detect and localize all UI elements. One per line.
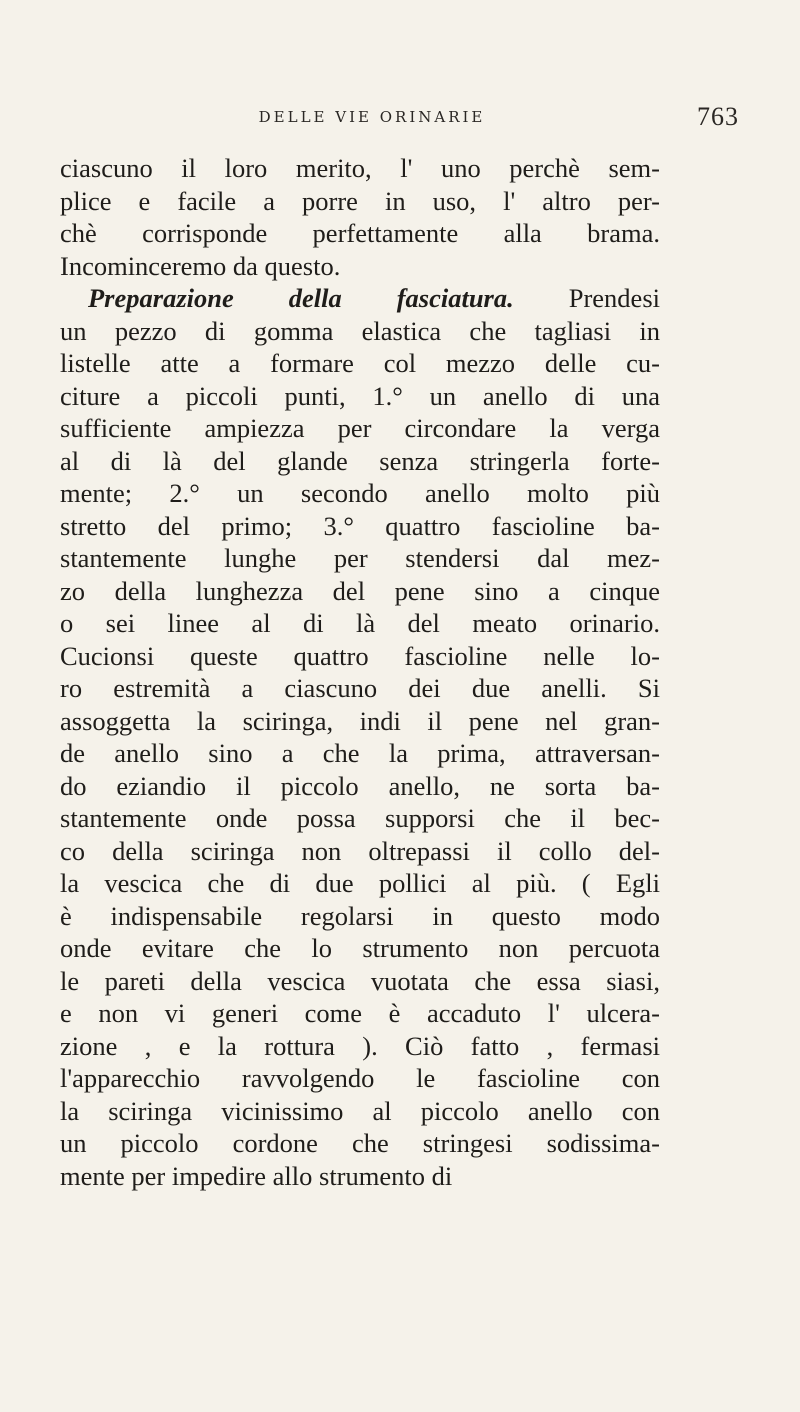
text-line bbox=[60, 282, 660, 315]
text-line: do eziandio il piccolo anello, ne sorta ba- bbox=[60, 770, 660, 801]
text-line: plice e facile a porre in uso, l' altro per- bbox=[60, 185, 660, 216]
text-line: citure a piccoli punti, 1.° un anello di una bbox=[60, 380, 660, 411]
running-title: DELLE VIE ORINARIE bbox=[258, 108, 486, 126]
page-number: 763 bbox=[697, 102, 739, 131]
body-text bbox=[60, 152, 660, 1192]
text-line: è indispensabile regolarsi in questo modo bbox=[60, 900, 660, 931]
text-line: l'apparecchio ravvolgendo le fascioline con bbox=[60, 1063, 660, 1093]
text-line: onde evitare che lo strumento non percuota bbox=[60, 933, 660, 963]
text-line: ciascuno il loro merito, l' uno perchè sem- bbox=[60, 153, 660, 183]
text-line: ro estremità a ciascuno dei due anelli. Si bbox=[60, 673, 660, 703]
text-line: assoggetta la sciringa, indi il pene nel gran- bbox=[60, 705, 660, 736]
text-line: co della sciringa non oltrepassi il collo del- bbox=[60, 835, 660, 866]
text-line: stantemente lunghe per stendersi dal mez- bbox=[60, 543, 660, 573]
text-line: mente; 2.° un secondo anello molto più bbox=[60, 478, 660, 508]
text-line: o sei linee al di là del meato orinario. bbox=[60, 608, 660, 638]
text-line: stretto del primo; 3.° quattro fascioline ba- bbox=[60, 510, 660, 541]
text-line: chè corrisponde perfettamente alla brama. bbox=[60, 218, 660, 248]
text-line: la vescica che di due pollici al più. ( Egli bbox=[60, 868, 660, 898]
text-line: zione , e la rottura ). Ciò fatto , fermasi bbox=[60, 1030, 660, 1061]
text-line: mente per impedire allo strumento di bbox=[60, 1160, 453, 1191]
text-line: listelle atte a formare col mezzo delle cu- bbox=[60, 348, 660, 378]
text-line: zo della lunghezza del pene sino a cinque bbox=[60, 575, 660, 606]
text-line: de anello sino a che la prima, attraversan- bbox=[60, 738, 660, 768]
text-line: la sciringa vicinissimo al piccolo anello con bbox=[60, 1095, 660, 1126]
section-heading: Preparazione della fasciatura. bbox=[88, 283, 514, 313]
text-line: Cucionsi queste quattro fascioline nelle lo- bbox=[60, 640, 660, 671]
text-line: le pareti della vescica vuotata che essa siasi, bbox=[60, 965, 660, 996]
text-line: e non vi generi come è accaduto l' ulcera- bbox=[60, 998, 660, 1028]
text-line: stantemente onde possa supporsi che il bec- bbox=[60, 803, 660, 833]
text-line: un piccolo cordone che stringesi sodissima- bbox=[60, 1128, 660, 1158]
text-line: al di là del glande senza stringerla forte- bbox=[60, 445, 660, 476]
text-line: un pezzo di gomma elastica che tagliasi in bbox=[60, 315, 660, 346]
text-line: sufficiente ampiezza per circondare la verga bbox=[60, 413, 660, 443]
text-fragment: Prendesi bbox=[568, 283, 660, 313]
running-head bbox=[0, 102, 800, 138]
text-line: Incominceremo da questo. bbox=[60, 250, 341, 281]
